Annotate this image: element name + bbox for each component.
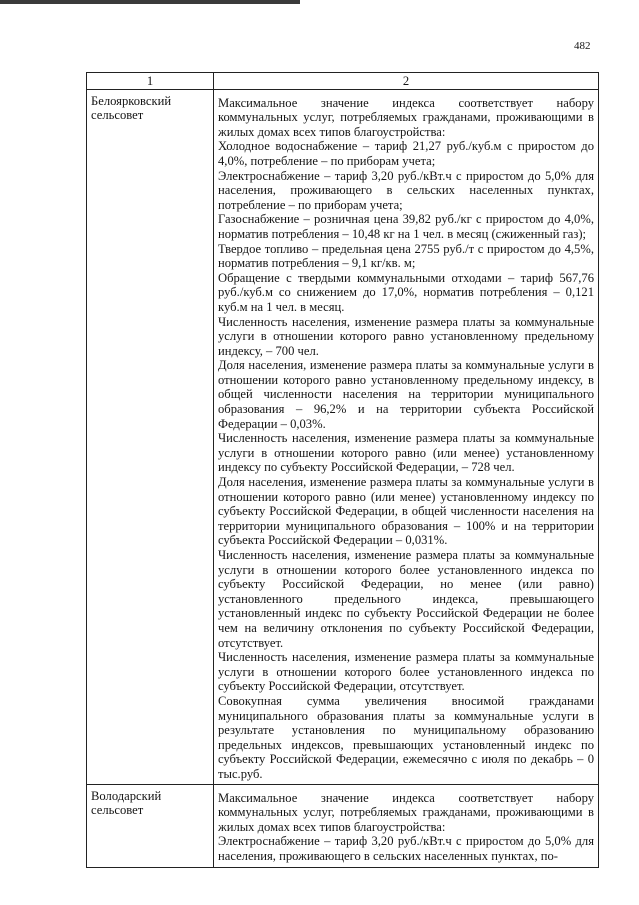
paragraph: Численность населения, изменение размера платы за коммунальные услуги в отношении которого более установленного индекса по субъекту Российской Федерации, но менее (или равно) установленного предельного индекса, превышающего установленный индекс по субъекту Российской Федерации не более чем на величину отклонения по субъекту Российской Федерации, отсутствует.	[218, 548, 594, 650]
table-row	[87, 89, 599, 784]
page-number: 482	[574, 40, 591, 52]
index-description-cell	[214, 89, 599, 784]
paragraph: Численность населения, изменение размера платы за коммунальные услуги в отношении которого равно установленному предельному индексу, – 700 чел.	[218, 314, 594, 358]
column-header-1: 1	[87, 73, 214, 90]
paragraph: Холодное водоснабжение – тариф 21,27 руб./куб.м с приростом до 4,0%, потребление – по приборам учета;	[218, 139, 594, 168]
paragraph: Максимальное значение индекса соответствует набору коммунальных услуг, потребляемых гражданами, проживающими в жилых домах всех типов благоустройства:	[218, 790, 594, 834]
table-row	[87, 784, 599, 867]
municipal-index-table	[86, 72, 599, 868]
paragraph: Численность населения, изменение размера платы за коммунальные услуги в отношении которого более установленного индекса по субъекту Российской Федерации, отсутствует.	[218, 650, 594, 694]
paragraph: Газоснабжение – розничная цена 39,82 руб./кг с приростом до 4,0%, норматив потребления – 10,48 кг на 1 чел. в месяц (сжиженный газ);	[218, 212, 594, 241]
paragraph: Твердое топливо – предельная цена 2755 руб./т с приростом до 4,5%, норматив потребления – 9,1 кг/кв. м;	[218, 241, 594, 271]
municipality-name-cell: Белоярковский сельсовет	[87, 89, 214, 784]
paragraph: Электроснабжение – тариф 3,20 руб./кВт.ч с приростом до 5,0% для населения, проживающего в сельских населенных пунктах, потребление – по приборам учета;	[218, 168, 594, 212]
paragraph: Доля населения, изменение размера платы за коммунальные услуги в отношении которого равно (или менее) установленному индексу по субъекту Российской Федерации, в общей численности населения на территории муниципального образования – 100% и на территории субъекта Российской Федерации – 0,031%.	[218, 475, 594, 548]
index-description-cell	[214, 784, 599, 867]
paragraph: Доля населения, изменение размера платы за коммунальные услуги в отношении которого равно установленному предельному индексу, в общей численности населения на территории муниципального образования – 96,2% и на территории субъекта Российской Федерации – 0,03%.	[218, 358, 594, 431]
municipality-name-cell: Володарский сельсовет	[87, 784, 214, 867]
table-header-row	[87, 73, 599, 90]
paragraph: Максимальное значение индекса соответствует набору коммунальных услуг, потребляемых гражданами, проживающими в жилых домах всех типов благоустройства:	[218, 95, 594, 139]
top-edge-line	[0, 0, 300, 4]
paragraph: Электроснабжение – тариф 3,20 руб./кВт.ч с приростом до 5,0% для населения, проживающего в сельских населенных пунктах, по-	[218, 834, 594, 863]
paragraph: Совокупная сумма увеличения вносимой гражданами муниципального образования платы за коммунальные услуги в результате установления по муниципальному образованию предельных индексов, превышающих установленный индекс по субъекту Российской Федерации, ежемесячно с июля по декабрь – 0 тыс.руб.	[218, 693, 594, 781]
paragraph: Обращение с твердыми коммунальными отходами – тариф 567,76 руб./куб.м со снижением до 17,0%, норматив потребления – 0,121 куб.м на 1 чел. в месяц.	[218, 270, 594, 314]
clipped-cell-content	[218, 791, 594, 865]
column-header-2: 2	[214, 73, 599, 90]
paragraph: Численность населения, изменение размера платы за коммунальные услуги в отношении которого равно (или менее) установленному индексу по субъекту Российской Федерации, – 728 чел.	[218, 431, 594, 475]
